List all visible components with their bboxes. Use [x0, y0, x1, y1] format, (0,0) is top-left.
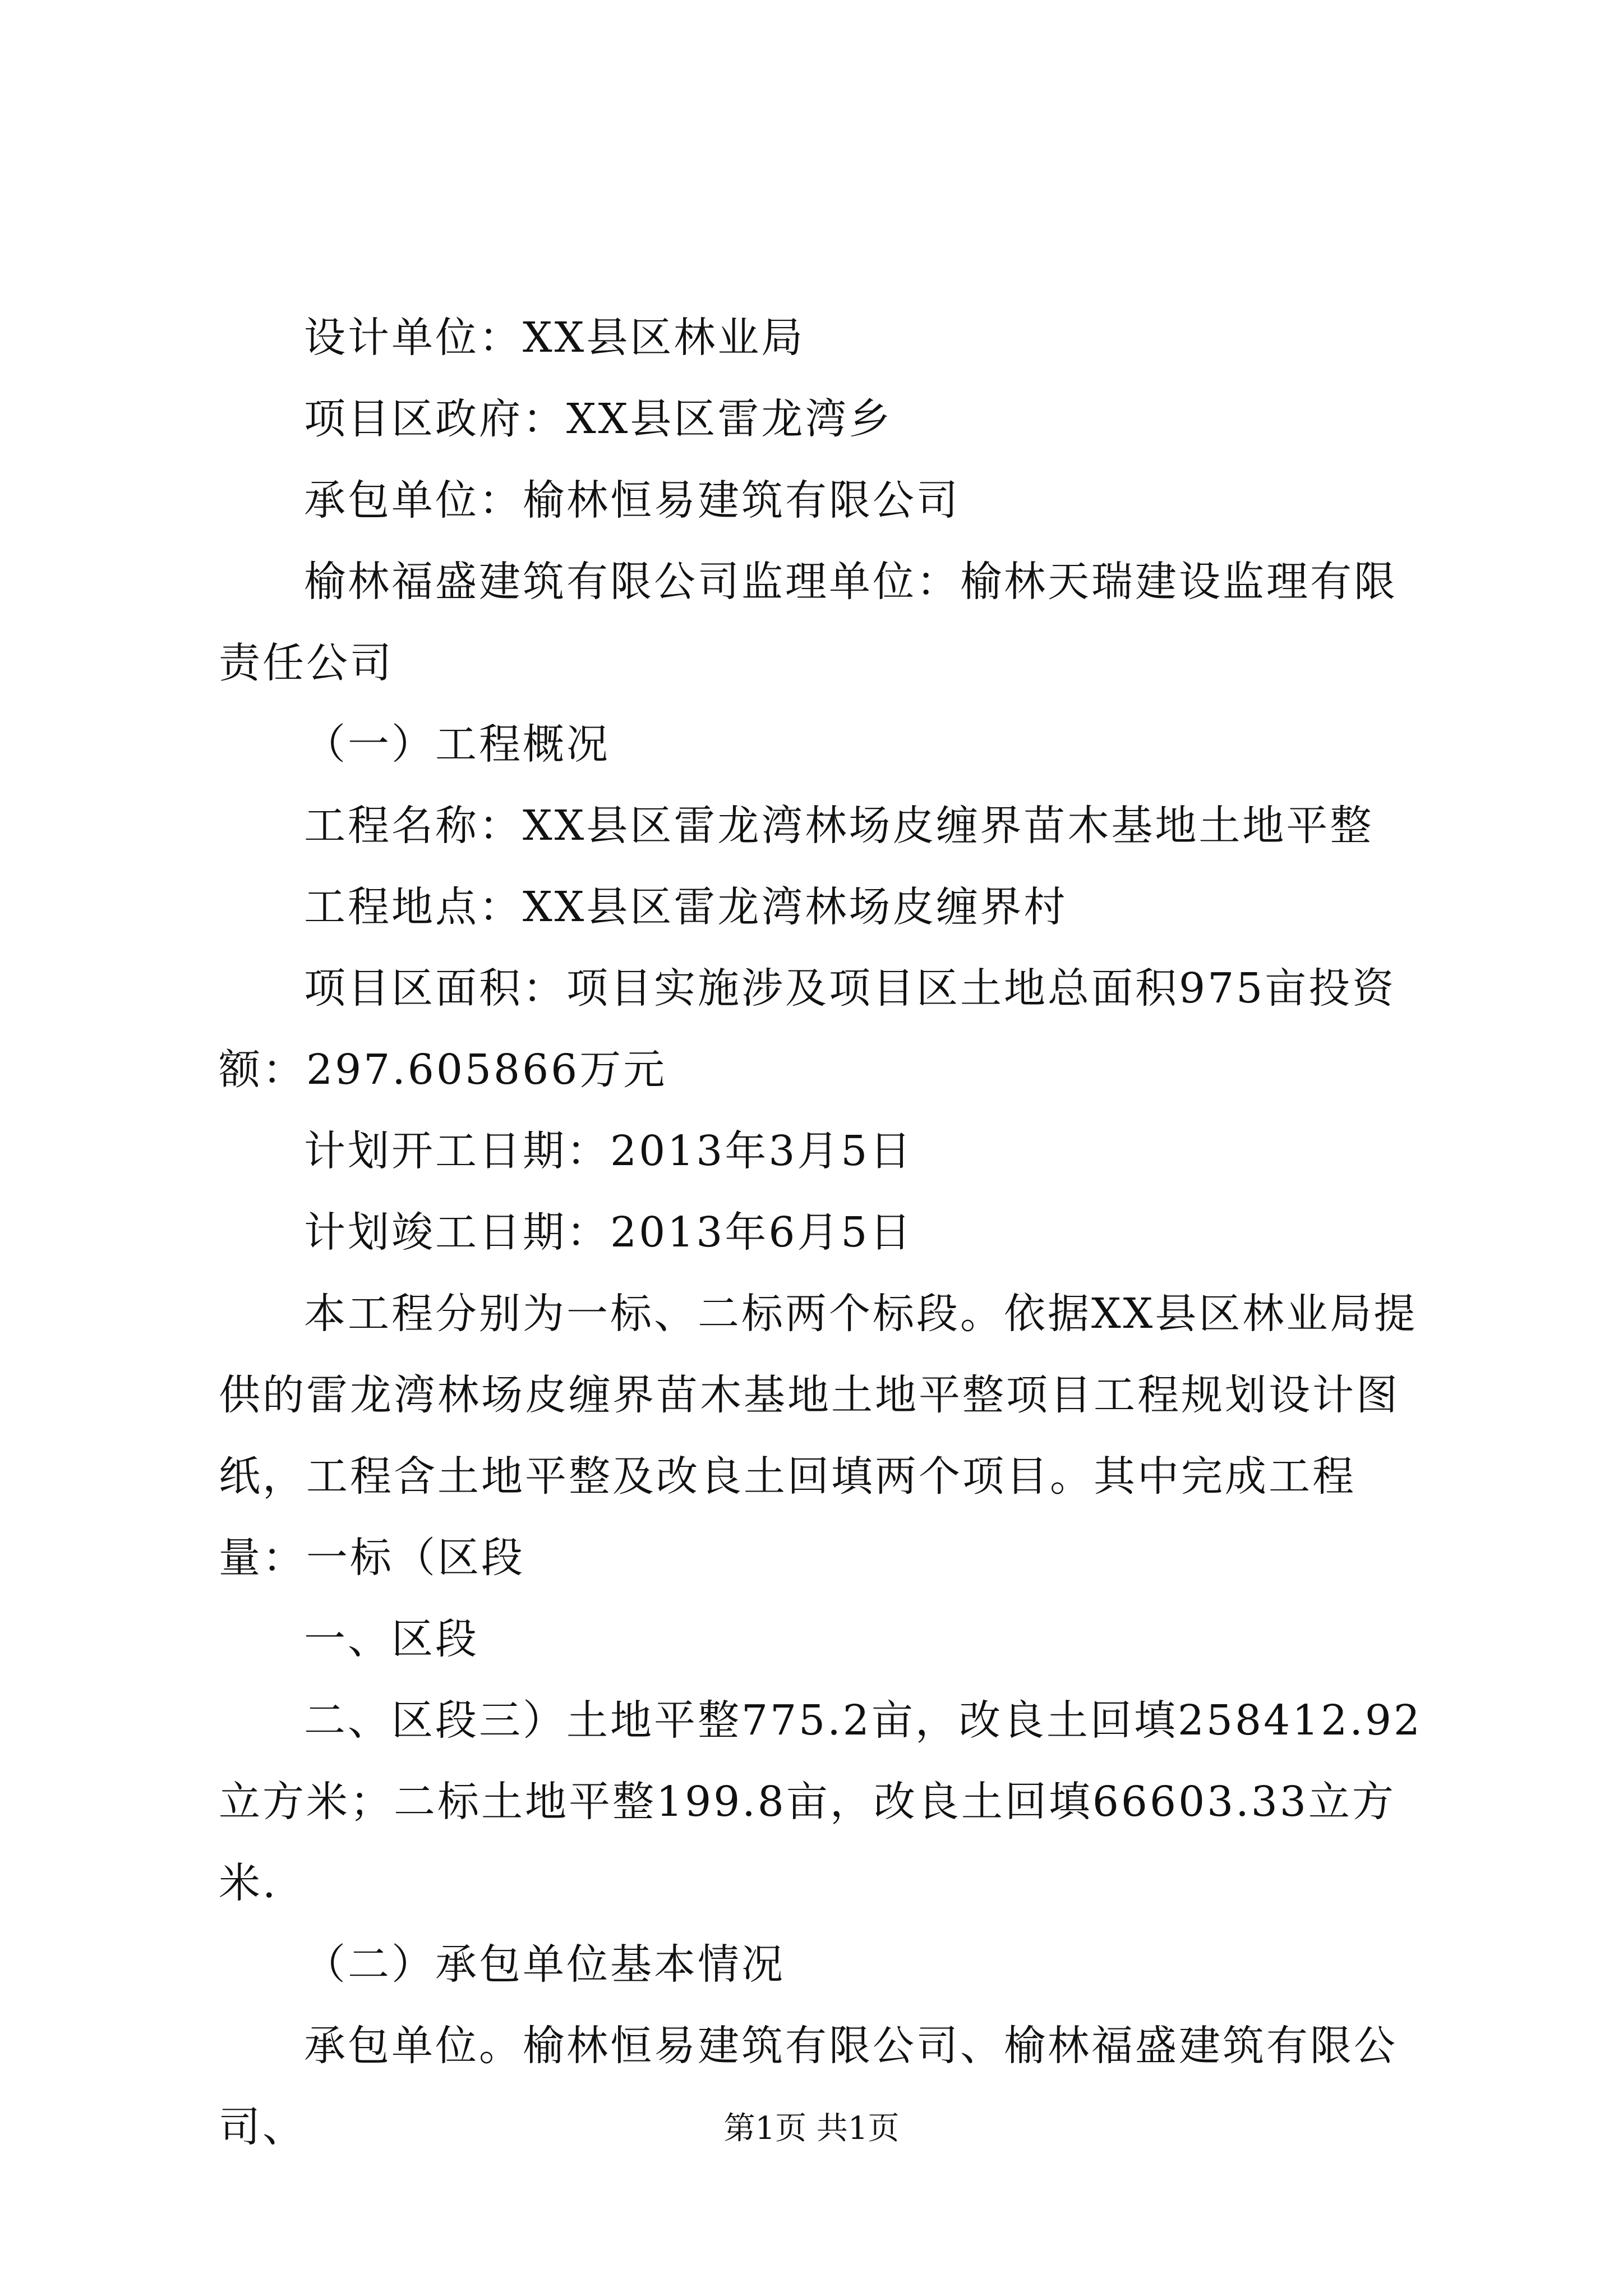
paragraph-project-name: 工程名称：XX县区雷龙湾林场皮缠界苗木基地土地平整 [304, 802, 1374, 850]
paragraph-project-location: 工程地点：XX县区雷龙湾林场皮缠界村 [304, 883, 1068, 931]
section-heading-contractor: （二）承包单位基本情况 [304, 1940, 785, 1989]
paragraph-contractor-list: 承包单位。榆林恒易建筑有限公司、榆林福盛建筑有限公司、 [219, 2022, 1398, 2151]
paragraph-project-government: 项目区政府：XX县区雷龙湾乡 [304, 395, 893, 443]
paragraph-project-area: 项目区面积：项目实施涉及项目区土地总面积975亩投资额：297.605866万元 [219, 964, 1396, 1094]
paragraph-completion-date: 计划竣工日期：2013年6月5日 [304, 1208, 914, 1257]
paragraph-design-unit: 设计单位：XX县区林业局 [304, 314, 805, 362]
page-number-footer: 第1页 共1页 [723, 2110, 900, 2147]
paragraph-supervisor: 榆林福盛建筑有限公司监理单位：榆林天瑞建设监理有限责任公司 [219, 558, 1398, 687]
paragraph-work-description: 本工程分别为一标、二标两个标段。依据XX县区林业局提供的雷龙湾林场皮缠界苗木基地土地平整项目工程规划设计图纸，工程含土地平整及改良土回填两个项目。其中完成工程量：一标（区段 [219, 1290, 1418, 1582]
paragraph-section-one: 一、区段 [304, 1615, 479, 1663]
paragraph-contractor: 承包单位：榆林恒易建筑有限公司 [304, 476, 960, 524]
paragraph-start-date: 计划开工日期：2013年3月5日 [304, 1127, 914, 1175]
paragraph-section-two-three: 二、区段三）土地平整775.2亩，改良土回填258412.92立方米；二标土地平整199.8亩，改良土回填66603.33立方米. [219, 1696, 1423, 1907]
section-heading-overview: （一）工程概况 [304, 720, 610, 769]
document-body [219, 297, 1424, 2168]
